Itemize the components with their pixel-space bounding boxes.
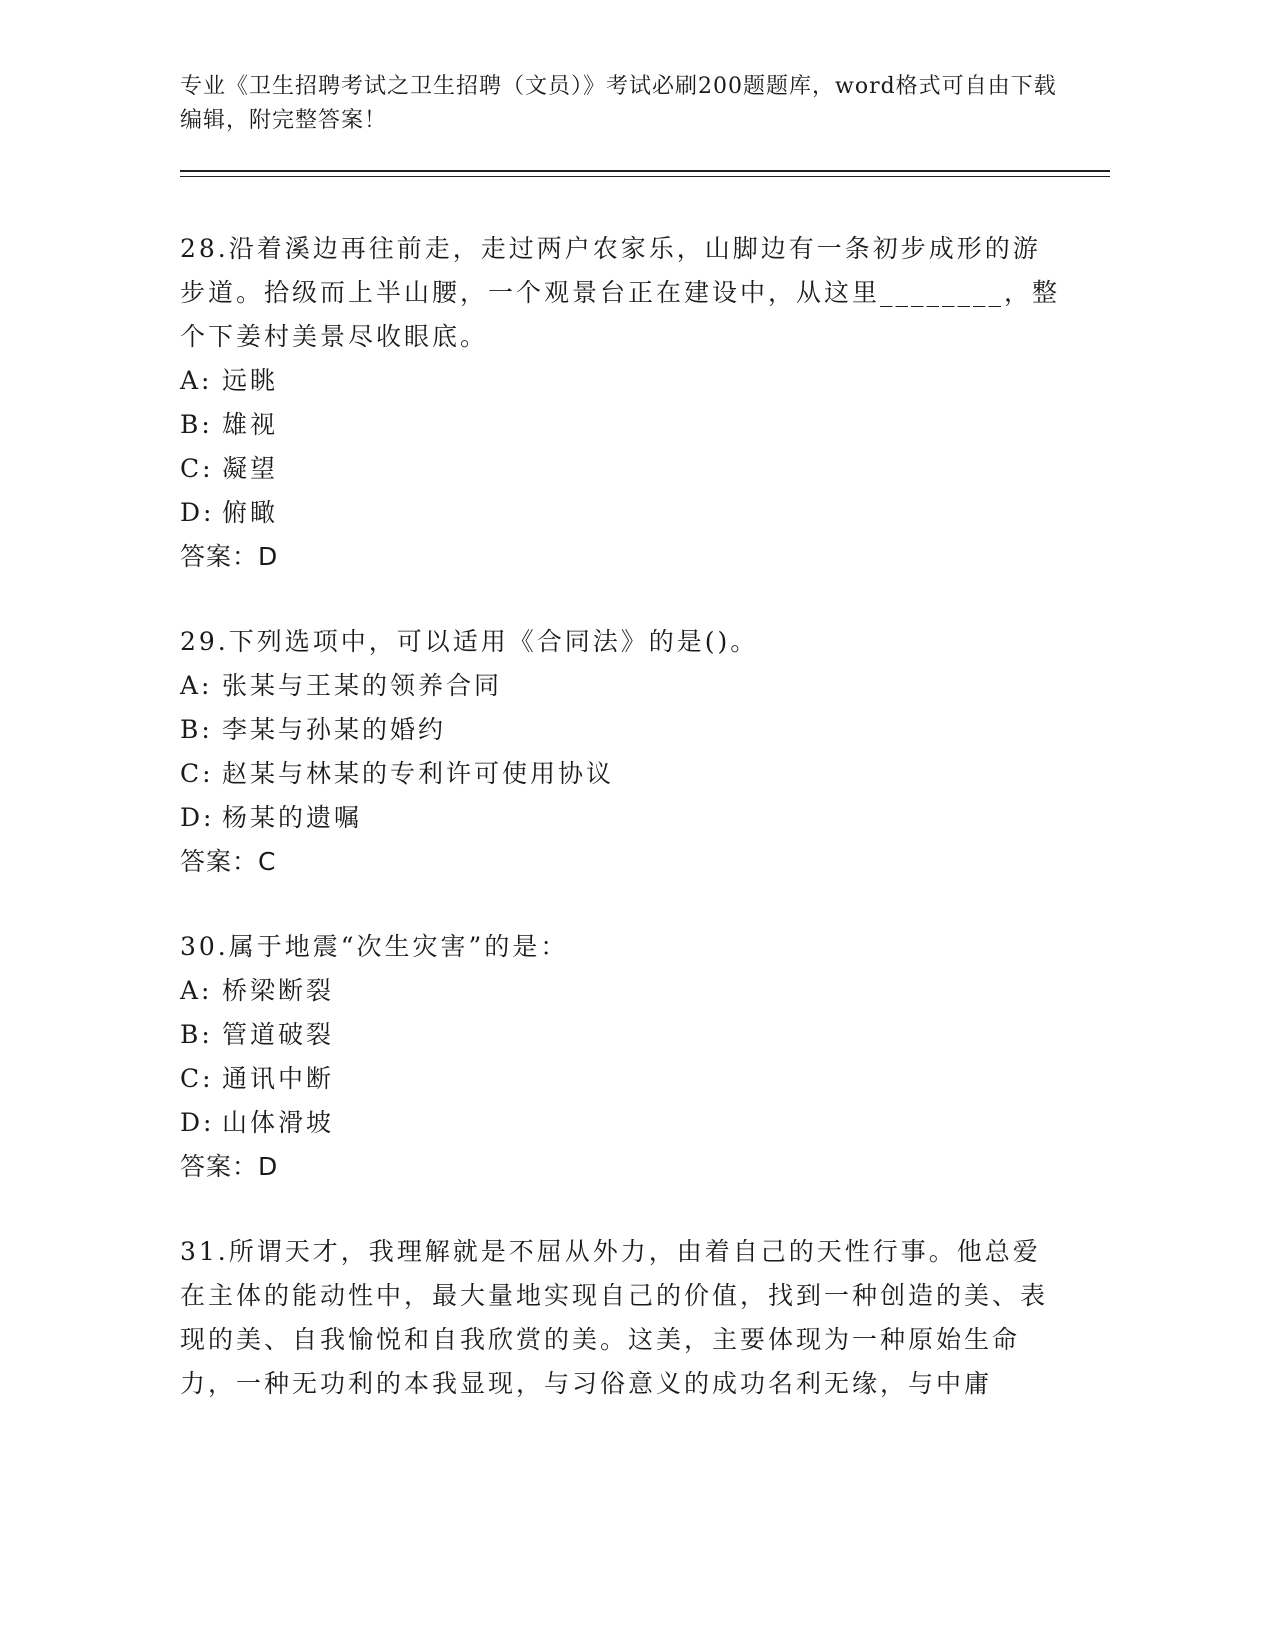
header-divider-thin — [180, 176, 1110, 177]
option-a — [180, 359, 1060, 403]
option-letter: A: — [180, 671, 213, 700]
option-text: 管道破裂 — [222, 1020, 335, 1049]
option-letter: D: — [180, 1108, 215, 1137]
question-31 — [180, 1230, 1060, 1406]
answer-line: 答案：D — [180, 542, 279, 571]
option-text: 赵某与林某的专利许可使用协议 — [222, 759, 615, 788]
option-letter: D: — [180, 803, 215, 832]
option-a — [180, 664, 1060, 708]
option-letter: B: — [180, 1020, 213, 1049]
page-header — [180, 70, 1060, 138]
option-text: 雄视 — [222, 410, 279, 439]
question-stem: 28.沿着溪边再往前走，走过两户农家乐，山脚边有一条初步成形的游步道。拾级而上半山腰，一个观景台正在建设中，从这里________，整个下姜村美景尽收眼底。 — [180, 234, 1061, 351]
option-text: 俯瞰 — [222, 498, 279, 527]
option-d — [180, 491, 1060, 535]
option-text: 通讯中断 — [222, 1064, 335, 1093]
option-letter: A: — [180, 366, 213, 395]
answer-line: 答案：C — [180, 847, 277, 876]
question-30 — [180, 925, 1060, 1189]
option-d — [180, 796, 1060, 840]
question-stem: 30.属于地震“次生灾害”的是： — [180, 932, 569, 961]
option-letter: C: — [180, 759, 214, 788]
option-text: 张某与王某的领养合同 — [222, 671, 503, 700]
option-b — [180, 403, 1060, 447]
question-list — [180, 227, 1060, 1447]
option-letter: C: — [180, 454, 214, 483]
option-c — [180, 752, 1060, 796]
option-letter: D: — [180, 498, 215, 527]
option-letter: B: — [180, 410, 213, 439]
question-28 — [180, 227, 1060, 579]
option-letter: B: — [180, 715, 213, 744]
option-text: 桥梁断裂 — [222, 976, 335, 1005]
option-text: 杨某的遗嘱 — [222, 803, 363, 832]
question-stem: 29.下列选项中，可以适用《合同法》的是()。 — [180, 627, 759, 656]
answer-line: 答案：D — [180, 1152, 279, 1181]
question-29 — [180, 620, 1060, 884]
header-text: 专业《卫生招聘考试之卫生招聘（文员）》考试必刷200题题库，word格式可自由下载编辑，附完整答案！ — [180, 74, 1057, 133]
header-divider-thick — [180, 170, 1110, 172]
option-b — [180, 1013, 1060, 1057]
option-letter: C: — [180, 1064, 214, 1093]
option-b — [180, 708, 1060, 752]
option-text: 山体滑坡 — [222, 1108, 335, 1137]
option-a — [180, 969, 1060, 1013]
option-c — [180, 1057, 1060, 1101]
option-letter: A: — [180, 976, 213, 1005]
option-text: 李某与孙某的婚约 — [222, 715, 447, 744]
question-stem: 31.所谓天才，我理解就是不屈从外力，由着自己的天性行事。他总爱在主体的能动性中，最大量地实现自己的价值，找到一种创造的美、表现的美、自我愉悦和自我欣赏的美。这美，主要体现为一种原始生命力，一种无功利的本我显现，与习俗意义的成功名利无缘，与中庸 — [180, 1237, 1049, 1398]
option-c — [180, 447, 1060, 491]
option-d — [180, 1101, 1060, 1145]
option-text: 凝望 — [222, 454, 279, 483]
option-text: 远眺 — [222, 366, 279, 395]
